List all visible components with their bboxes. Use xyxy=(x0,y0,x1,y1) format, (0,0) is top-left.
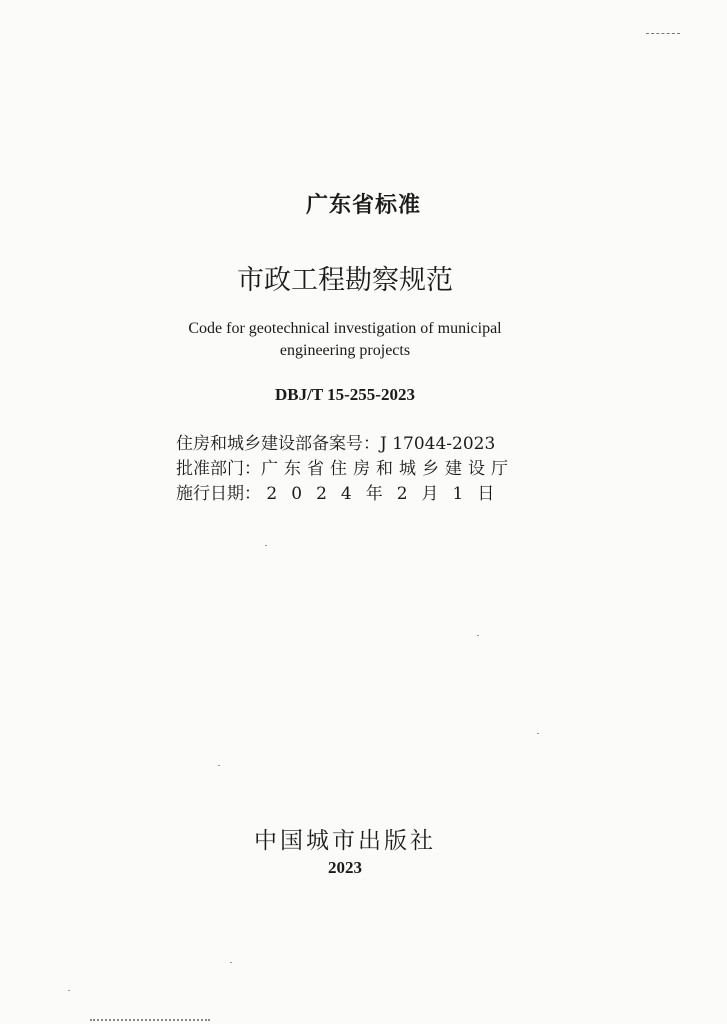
date-char: 1 xyxy=(452,484,464,504)
scan-mark xyxy=(646,33,680,35)
date-char: 2 xyxy=(396,484,408,504)
date-char: 0 xyxy=(291,484,303,504)
scan-speck xyxy=(537,733,539,734)
effective-date-row xyxy=(176,482,514,507)
document-title-chinese: 市政工程勘察规范 xyxy=(237,265,453,296)
record-number-value: J 17044-2023 xyxy=(380,434,496,454)
approval-department-value: 广东省住房和城乡建设厅 xyxy=(261,459,514,479)
publisher-name: 中国城市出版社 xyxy=(254,828,436,854)
date-char: 4 xyxy=(340,484,352,504)
date-char: 日 xyxy=(477,484,495,504)
scan-speck xyxy=(218,765,220,766)
document-title-english xyxy=(0,318,690,362)
effective-date-value xyxy=(261,484,508,504)
scan-speck xyxy=(265,545,267,546)
effective-date-label: 施行日期： xyxy=(176,484,261,504)
date-char: 2 xyxy=(266,484,278,504)
date-char: 年 xyxy=(365,484,383,504)
approval-department-label: 批准部门： xyxy=(176,459,261,479)
publication-year: 2023 xyxy=(328,858,362,877)
scan-speck xyxy=(477,635,479,636)
title-english-line-2: engineering projects xyxy=(279,342,411,359)
document-metadata xyxy=(176,432,514,507)
title-english-line-1: Code for geotechnical investigation of municipal xyxy=(188,320,502,337)
scan-speck xyxy=(230,962,232,963)
date-char: 2 xyxy=(316,484,327,504)
scan-speck xyxy=(68,990,70,991)
record-number-label: 住房和城乡建设部备案号： xyxy=(176,434,380,454)
scan-artifact xyxy=(90,1019,210,1024)
record-number-row xyxy=(176,432,514,457)
standard-category-label: 广东省标准 xyxy=(305,193,421,218)
standard-number: DBJ/T 15-255-2023 xyxy=(275,385,415,404)
approval-department-row xyxy=(176,457,514,482)
date-char: 月 xyxy=(421,484,439,504)
